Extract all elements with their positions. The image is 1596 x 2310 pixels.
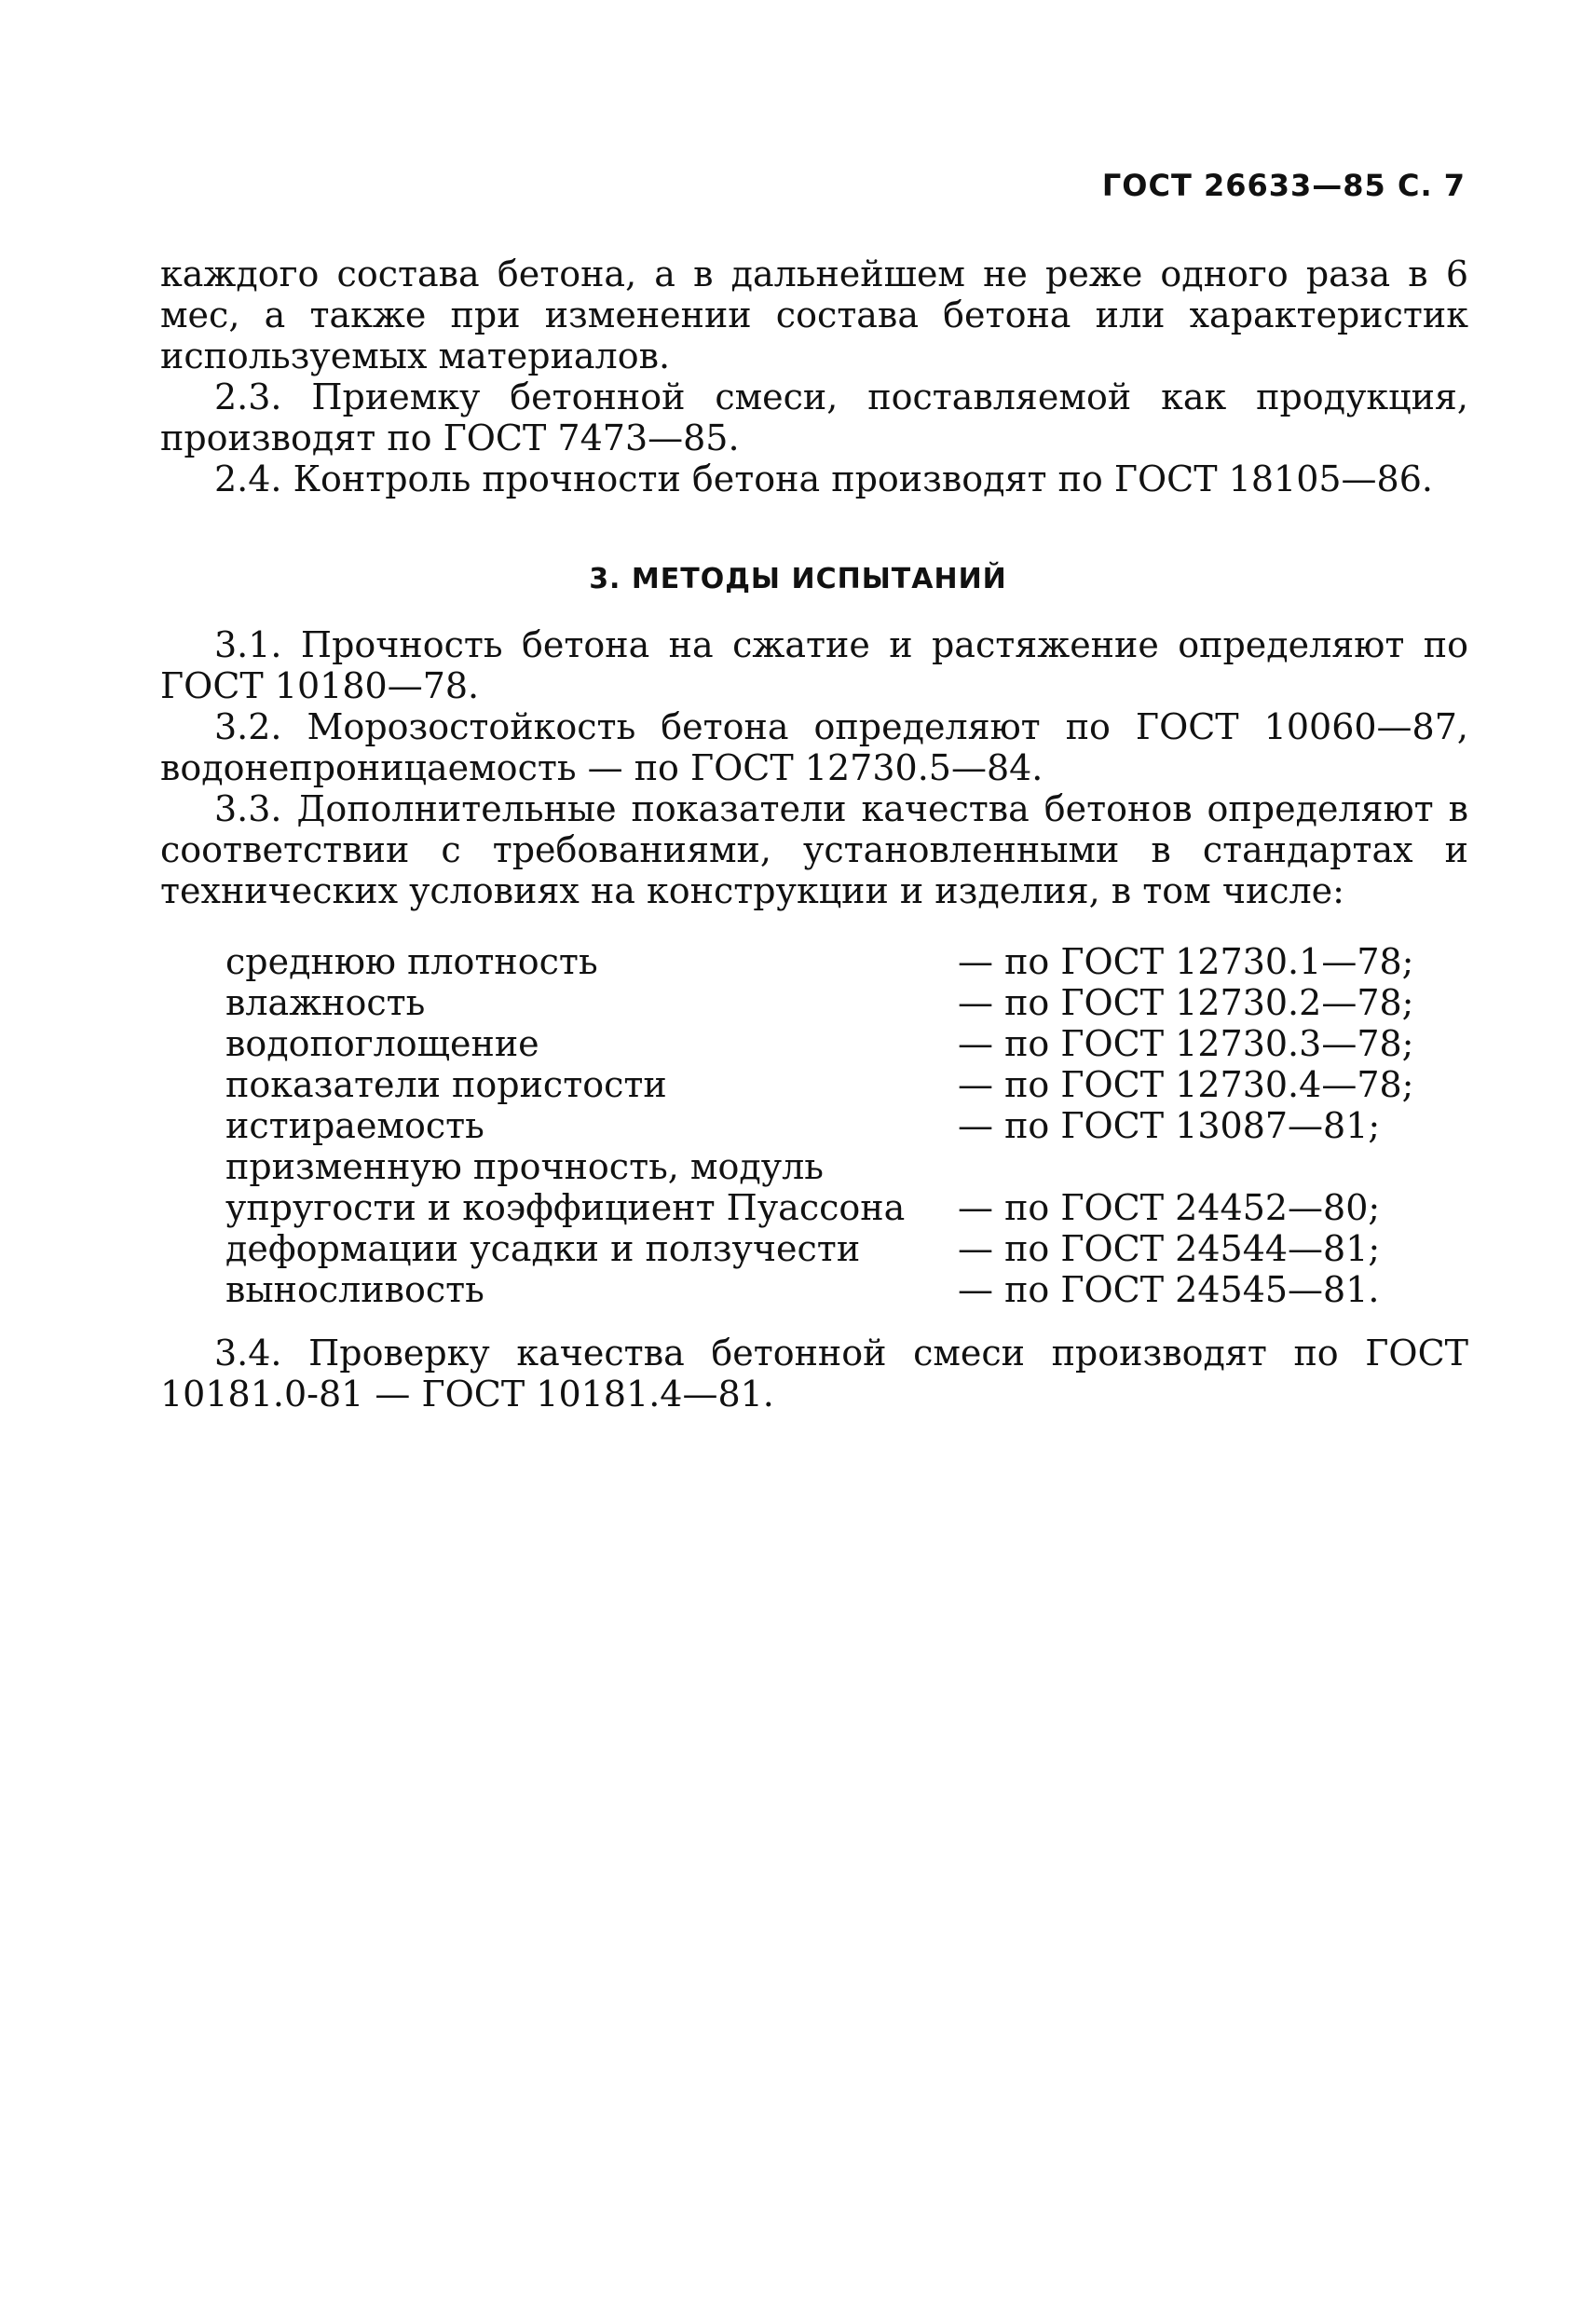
list-item: [225, 1105, 1465, 1146]
test-name: упругости и коэффициент Пуассона: [225, 1187, 906, 1228]
test-reference: — по ГОСТ 12730.2—78;: [958, 982, 1414, 1023]
list-item: [225, 1023, 1465, 1064]
test-reference: — по ГОСТ 24452—80;: [958, 1187, 1381, 1228]
test-reference: — по ГОСТ 13087—81;: [958, 1105, 1381, 1146]
list-item: [225, 1064, 1465, 1105]
text-continuation: [160, 253, 1468, 499]
list-item: [225, 1187, 1465, 1228]
list-item: [225, 1146, 1465, 1187]
paragraph-3-2: 3.2. Морозостойкость бетона определяют по ГОСТ 10060—87, водонепроницаемость — по ГОСТ 12730.5—84.: [160, 706, 1468, 788]
test-name: выносливость: [225, 1269, 484, 1310]
test-name: влажность: [225, 982, 426, 1023]
list-item: [225, 982, 1465, 1023]
test-name: призменную прочность, модуль: [225, 1146, 824, 1187]
test-reference: — по ГОСТ 24545—81.: [958, 1269, 1380, 1310]
test-name: показатели пористости: [225, 1064, 667, 1105]
test-reference: — по ГОСТ 24544—81;: [958, 1228, 1381, 1269]
tests-list: [225, 941, 1465, 1310]
section-3-title: 3. МЕТОДЫ ИСПЫТАНИЙ: [589, 563, 1007, 595]
section-3-body: [160, 624, 1468, 911]
test-name: водопоглощение: [225, 1023, 539, 1064]
paragraph-3-4: 3.4. Проверку качества бетонной смеси производят по ГОСТ 10181.0-81 — ГОСТ 10181.4—81.: [160, 1333, 1468, 1415]
list-item: [225, 1228, 1465, 1269]
paragraph-3-1: 3.1. Прочность бетона на сжатие и растяжение определяют по ГОСТ 10180—78.: [160, 624, 1468, 706]
test-name: деформации усадки и ползучести: [225, 1228, 861, 1269]
page-header: ГОСТ 26633—85 С. 7: [1101, 168, 1466, 203]
final-paragraph-block: [160, 1333, 1468, 1415]
list-item: [225, 941, 1465, 982]
test-name: истираемость: [225, 1105, 484, 1146]
test-name: среднюю плотность: [225, 941, 598, 982]
test-reference: — по ГОСТ 12730.4—78;: [958, 1064, 1414, 1105]
intro-paragraph: каждого состава бетона, а в дальнейшем не реже одного раза в 6 мес, а также при изменении состава бетона или характеристик используемых материалов.: [160, 253, 1468, 376]
paragraph-2-4: 2.4. Контроль прочности бетона производят по ГОСТ 18105—86.: [214, 458, 1433, 499]
test-reference: — по ГОСТ 12730.1—78;: [958, 941, 1414, 982]
test-reference: — по ГОСТ 12730.3—78;: [958, 1023, 1414, 1064]
list-item: [225, 1269, 1465, 1310]
paragraph-3-3: 3.3. Дополнительные показатели качества бетонов определяют в соответствии с требованиями, установленными в стандартах и технических условиях на конструкции и изделия, в том числе:: [160, 788, 1468, 911]
paragraph-2-3: 2.3. Приемку бетонной смеси, поставляемой как продукция, производят по ГОСТ 7473—85.: [160, 376, 1468, 458]
